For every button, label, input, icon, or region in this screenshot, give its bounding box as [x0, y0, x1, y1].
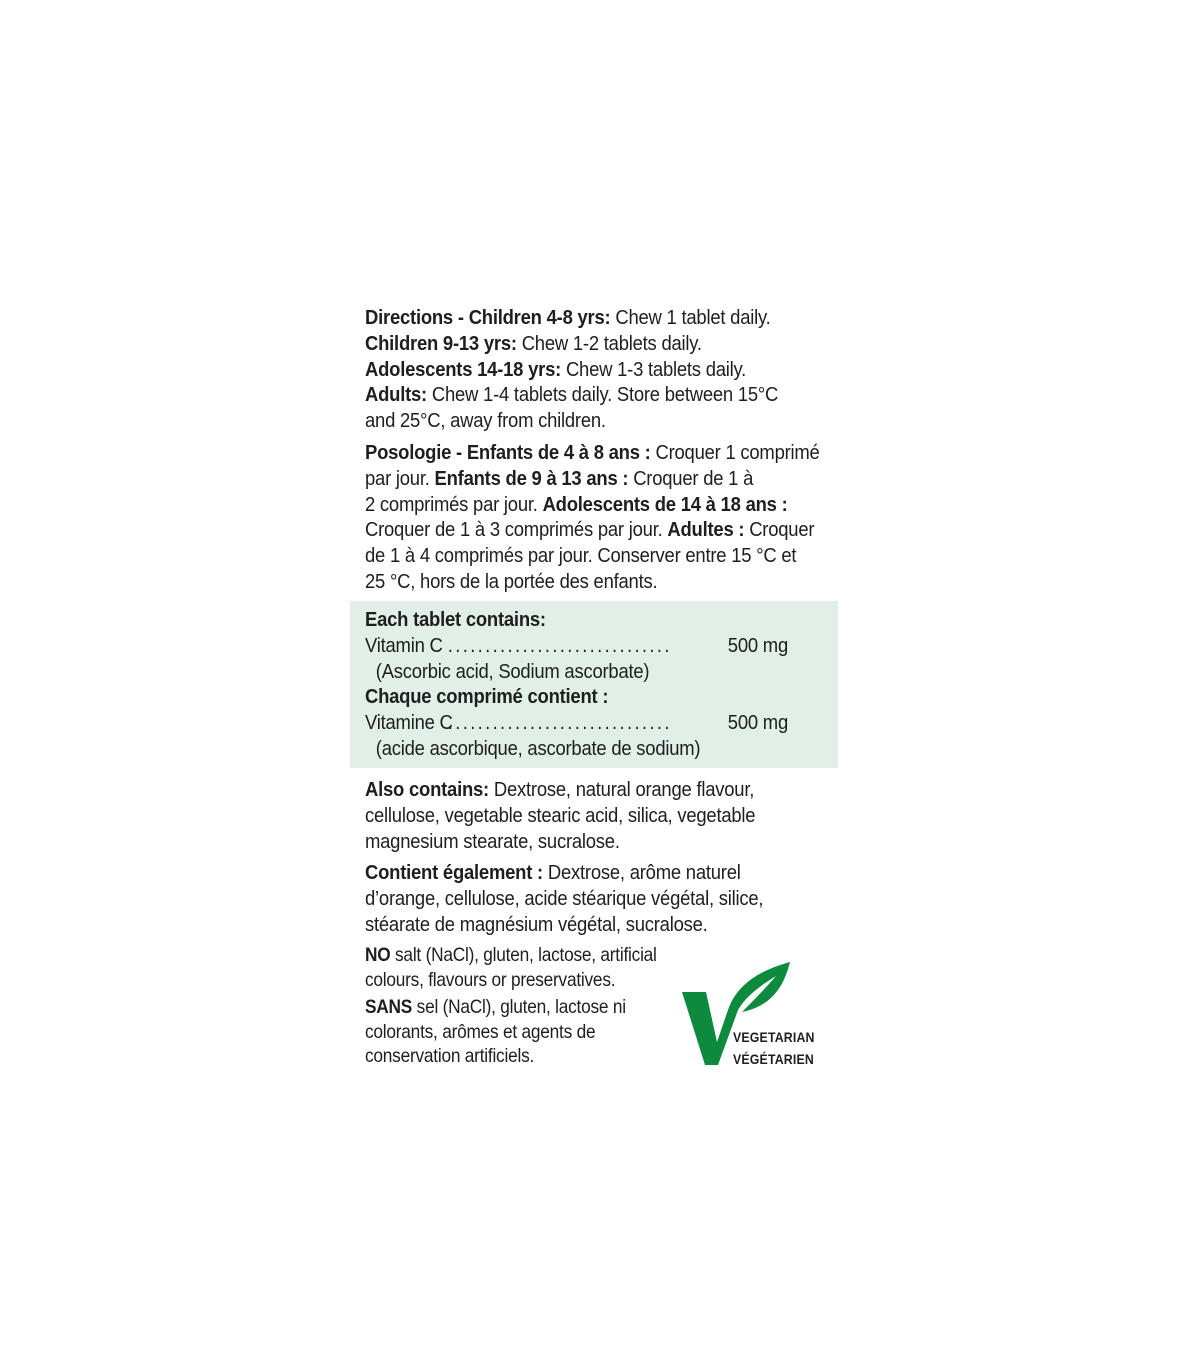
- also-en-line-3: magnesium stearate, sucralose.: [365, 829, 620, 853]
- directions-section: [365, 305, 835, 595]
- directions-en-line-3: [365, 357, 835, 383]
- directions-en-line-2: [365, 331, 835, 357]
- directions-en-text-2: Chew 1-2 tablets daily.: [516, 331, 702, 355]
- directions-english: [365, 305, 835, 434]
- free-from-english: [365, 944, 694, 993]
- directions-fr-text-4: Croquer de 1 à 3 comprimés par jour.: [365, 518, 668, 542]
- directions-en-line-5: [365, 408, 835, 434]
- vegetarian-logo-text: [733, 1026, 815, 1070]
- also-en-text-1: Dextrose, natural orange flavour,: [488, 778, 755, 801]
- dot-leader-en: ..............................: [447, 633, 672, 657]
- also-en-line-2: cellulose, vegetable stearic acid, silica, vegetable: [365, 803, 756, 827]
- directions-fr-line-6: [365, 569, 835, 595]
- free-en-line-2: colours, flavours or preservatives.: [365, 969, 616, 991]
- also-fr-line-1: [365, 860, 835, 886]
- ingredient-name-en: Vitamin C: [365, 633, 443, 657]
- directions-fr-line-1: [365, 440, 835, 466]
- directions-en-text-1: Chew 1 tablet daily.: [610, 306, 771, 329]
- directions-fr-text-3: 2 comprimés par jour.: [365, 492, 543, 516]
- free-fr-line-3: conservation artificiels.: [365, 1046, 535, 1068]
- ingredient-amount-fr: 500 mg: [727, 711, 788, 735]
- directions-fr-text-2b: Croquer de 1 à: [628, 466, 754, 490]
- directions-fr-line-5: [365, 543, 835, 569]
- ingredient-note-fr: (acide ascorbique, ascorbate de sodium): [375, 736, 701, 760]
- directions-en-line-4: [365, 382, 835, 408]
- also-en-line-1: [365, 777, 835, 803]
- directions-en-bold-1: Directions - Children 4-8 yrs:: [365, 306, 611, 329]
- directions-en-text-3: Chew 1-3 tablets daily.: [561, 357, 747, 381]
- also-fr-line-2: d’orange, cellulose, acide stéarique végétal, silice,: [365, 887, 764, 911]
- also-fr-bold: Contient également :: [365, 861, 543, 885]
- directions-en-bold-4: Adults:: [365, 383, 427, 407]
- dot-leader-fr: ..............................: [447, 711, 672, 735]
- directions-fr-text-5: de 1 à 4 comprimés par jour. Conserver entre 15 °C et: [365, 544, 797, 568]
- free-from-section: [365, 944, 695, 1070]
- facts-heading-en-text: Each tablet contains:: [365, 608, 546, 631]
- facts-heading-fr: [365, 684, 788, 710]
- directions-fr-line-3: [365, 492, 835, 518]
- directions-fr-text-1: Croquer 1 comprimé: [650, 440, 820, 464]
- free-fr-text-1: sel (NaCl), gluten, lactose ni: [412, 997, 626, 1019]
- free-fr-bold: SANS: [365, 997, 413, 1019]
- directions-en-text-4: Chew 1-4 tablets daily. Store between 15°C: [426, 383, 779, 407]
- free-fr-line-1: [365, 996, 694, 1021]
- vegetarian-label-fr: VÉGÉTARIEN: [733, 1051, 814, 1067]
- other-ingredients-section: [365, 777, 835, 938]
- free-en-text-1: salt (NaCl), gluten, lactose, artificial: [390, 945, 657, 966]
- directions-en-line-1: [365, 305, 835, 331]
- free-from-french: [365, 996, 694, 1070]
- directions-french: [365, 440, 835, 595]
- facts-heading-en: [365, 607, 788, 633]
- ingredient-name-fr: Vitamine C: [365, 711, 453, 735]
- ingredient-row-fr: [365, 710, 788, 736]
- directions-fr-bold-2: Enfants de 9 à 13 ans :: [434, 466, 629, 490]
- also-fr-line-3: stéarate de magnésium végétal, sucralose.: [365, 912, 708, 936]
- directions-fr-bold-1: Posologie - Enfants de 4 à 8 ans :: [365, 440, 651, 464]
- directions-fr-text-6: 25 °C, hors de la portée des enfants.: [365, 569, 658, 593]
- ingredient-note-en: (Ascorbic acid, Sodium ascorbate): [375, 659, 650, 683]
- ingredient-amount-en: 500 mg: [727, 633, 788, 657]
- supplement-facts-panel: [350, 601, 838, 768]
- directions-en-text-5: and 25°C, away from children.: [365, 409, 606, 433]
- free-en-bold: NO: [365, 945, 391, 966]
- also-contains-english: [365, 777, 835, 854]
- free-fr-line-2: colorants, arômes et agents de: [365, 1021, 596, 1043]
- supplement-facts-content: [365, 607, 788, 762]
- directions-en-bold-3: Adolescents 14-18 yrs:: [365, 357, 562, 381]
- vegetarian-label-en: VEGETARIAN: [733, 1029, 815, 1045]
- directions-fr-text-4b: Croquer: [744, 518, 815, 542]
- facts-heading-fr-text: Chaque comprimé contient :: [365, 685, 609, 709]
- free-en-line-1: [365, 944, 694, 969]
- directions-en-bold-2: Children 9-13 yrs:: [365, 331, 517, 355]
- also-fr-text-1: Dextrose, arôme naturel: [542, 861, 741, 885]
- also-contains-french: [365, 860, 835, 937]
- directions-fr-line-2: [365, 466, 835, 492]
- directions-fr-bold-4: Adultes :: [667, 518, 745, 542]
- also-en-bold: Also contains:: [365, 778, 489, 801]
- ingredient-row-en: [365, 633, 788, 659]
- directions-fr-text-2: par jour.: [365, 466, 435, 490]
- directions-fr-line-4: [365, 517, 835, 543]
- directions-fr-bold-3: Adolescents de 14 à 18 ans :: [542, 492, 788, 516]
